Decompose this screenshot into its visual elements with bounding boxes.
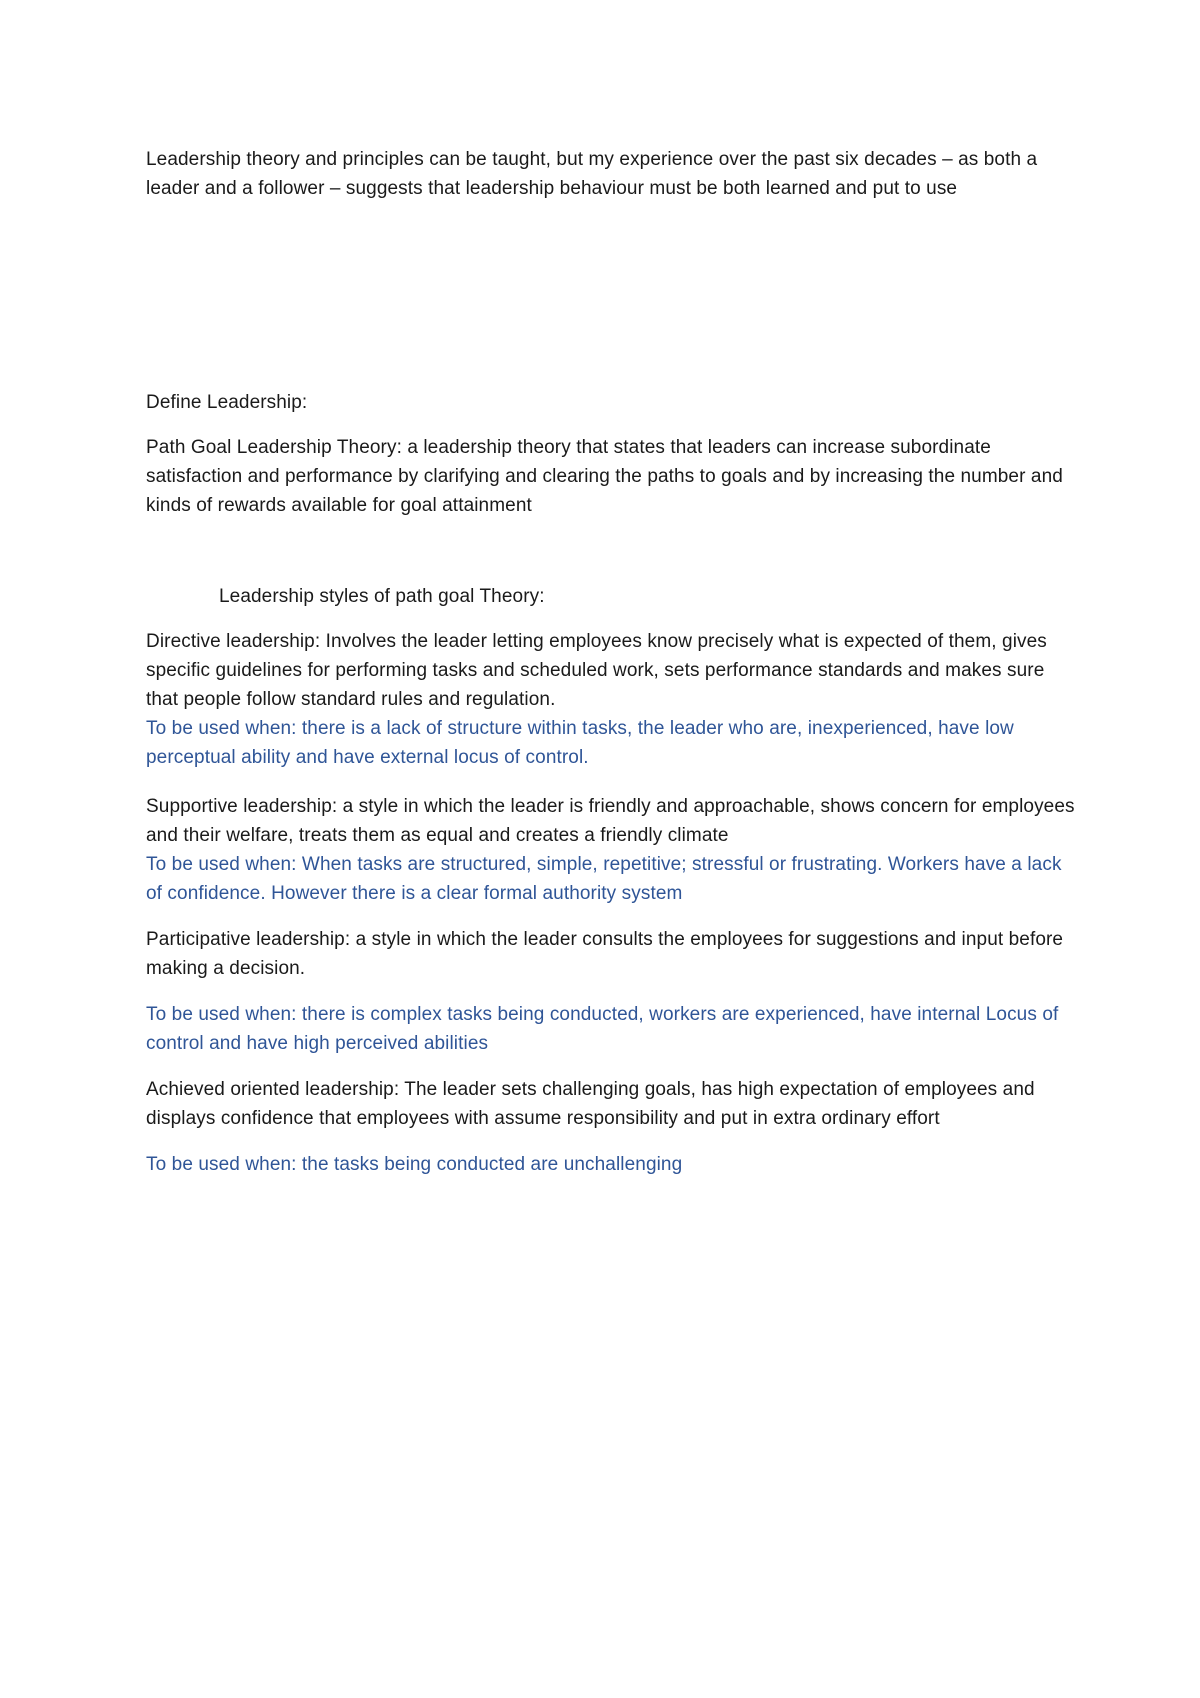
- path-goal-definition: Path Goal Leadership Theory: a leadership theory that states that leaders can increase subordinate satisfaction and performance by clarifying and clearing the paths to goals and by increasing the number and kinds of rewards available for goal attainment: [146, 437, 1063, 516]
- define-leadership-heading: Define Leadership:: [146, 392, 308, 413]
- leadership-styles-heading: Leadership styles of path goal Theory:: [219, 586, 545, 607]
- intro-paragraph: Leadership theory and principles can be taught, but my experience over the past six decades – as both a leader and a follower – suggests that leadership behaviour must be both learned and put to use: [146, 149, 1038, 199]
- participative-leadership-use-when: To be used when: there is complex tasks being conducted, workers are experienced, have internal Locus of control and have high perceived abilities: [146, 1004, 1059, 1054]
- directive-leadership-use-when: To be used when: there is a lack of structure within tasks, the leader who are, inexperienced, have low perceptual ability and have external locus of control.: [146, 718, 1014, 768]
- supportive-leadership-description: Supportive leadership: a style in which the leader is friendly and approachable, shows concern for employees and their welfare, treats them as equal and creates a friendly climate: [146, 796, 1075, 846]
- achieved-oriented-leadership-description: Achieved oriented leadership: The leader sets challenging goals, has high expectation of employees and displays confidence that employees with assume responsibility and put in extra ordinary effort: [146, 1079, 1035, 1129]
- participative-leadership-description: Participative leadership: a style in which the leader consults the employees for suggestions and input before making a decision.: [146, 929, 1064, 979]
- directive-leadership-description: Directive leadership: Involves the leader letting employees know precisely what is expected of them, gives specific guidelines for performing tasks and scheduled work, sets performance standards and makes sure that people follow standard rules and regulation.: [146, 631, 1047, 710]
- achieved-oriented-leadership-use-when: To be used when: the tasks being conducted are unchallenging: [146, 1154, 683, 1175]
- supportive-leadership-use-when: To be used when: When tasks are structured, simple, repetitive; stressful or frustrating. Workers have a lack of confidence. However there is a clear formal authority system: [146, 854, 1062, 904]
